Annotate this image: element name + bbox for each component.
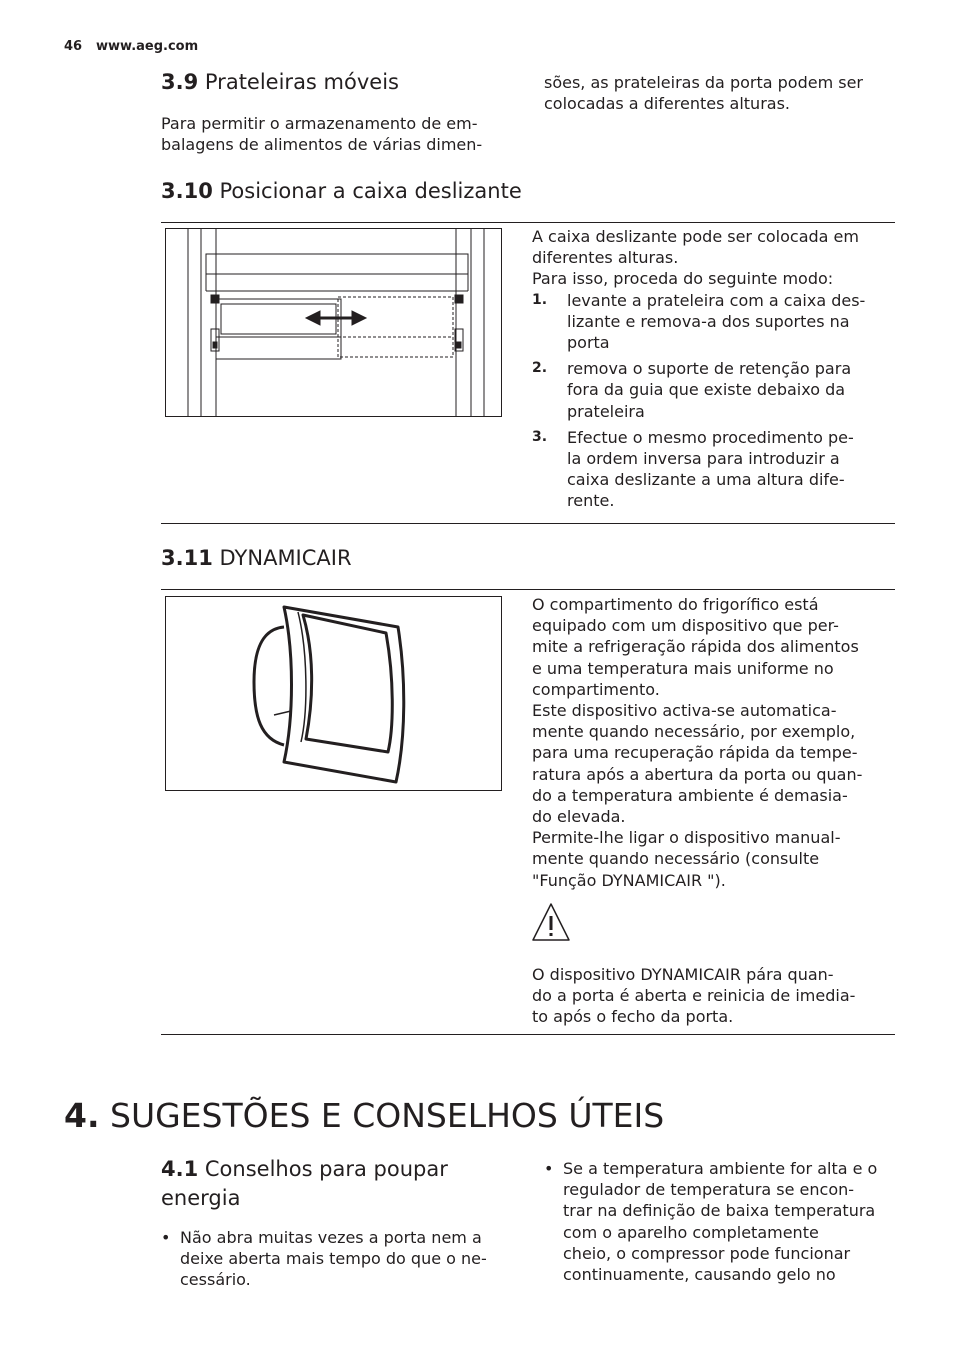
section-3-9-heading: [161, 70, 399, 94]
text-line: fora da guia que existe debaixo da: [567, 380, 846, 400]
section-3-11-heading: [161, 546, 352, 570]
text-line: do a temperatura ambiente é demasia-: [532, 785, 848, 805]
chapter-4-heading: [64, 1096, 664, 1135]
text-line: e uma temperatura mais uniforme no: [532, 658, 834, 678]
section-3-10-text: [532, 226, 894, 517]
text-line: diferentes alturas.: [532, 248, 679, 268]
sliding-box-drawing: [166, 229, 501, 416]
text-line: O dispositivo DYNAMICAIR pára quan-: [532, 965, 834, 984]
text-line: Efectue o mesmo procedimento pe-: [567, 427, 854, 447]
text-line: Este dispositivo activa-se automatica-: [532, 701, 837, 721]
list-item: [532, 358, 894, 422]
text-line: balagens de alimentos de várias dimen-: [161, 135, 483, 155]
section-3-9-title: Prateleiras móveis: [204, 70, 399, 94]
dynamicair-drawing: [166, 597, 501, 790]
text-line: remova o suporte de retenção para: [567, 359, 852, 379]
text-line: cessário.: [180, 1270, 251, 1290]
text-line: la ordem inversa para introduzir a: [567, 449, 840, 469]
text-line: rente.: [567, 491, 615, 511]
list-item: [161, 1227, 516, 1291]
bullet: •: [161, 1228, 171, 1247]
section-4-1-heading: [161, 1155, 521, 1213]
section-3-9-text-right: [544, 72, 904, 114]
section-3-9-number: 3.9: [161, 70, 199, 94]
text-line: regulador de temperatura se encon-: [563, 1180, 855, 1200]
steps-list: [532, 290, 894, 512]
text-line: Para permitir o armazenamento de em-: [161, 114, 478, 133]
text-line: "Função DYNAMICAIR ").: [532, 870, 726, 890]
text-line: equipado com um dispositivo que per-: [532, 616, 839, 636]
text-line: com o aparelho completamente: [563, 1222, 819, 1242]
section-4-1-title-line: energia: [161, 1186, 241, 1210]
divider: [161, 589, 895, 590]
tips-list-right: [544, 1158, 899, 1285]
list-item: [544, 1158, 899, 1285]
step-number: 1.: [532, 291, 548, 308]
text-line: lizante e remova-a dos suportes na: [567, 311, 850, 331]
divider: [161, 222, 895, 223]
section-3-9-text-left: [161, 113, 521, 155]
chapter-4-title: SUGESTÕES E CONSELHOS ÚTEIS: [110, 1096, 665, 1135]
text-line: deixe aberta mais tempo do que o ne-: [180, 1249, 487, 1269]
text-line: to após o fecho da porta.: [532, 1007, 734, 1027]
section-4-1-number: 4.1: [161, 1157, 199, 1181]
text-line: do elevada.: [532, 807, 626, 827]
tips-list-left: [161, 1227, 516, 1291]
website-link[interactable]: www.aeg.com: [96, 39, 199, 54]
page-number: 46: [64, 39, 83, 54]
text-line: sões, as prateleiras da porta podem ser: [544, 73, 864, 92]
text-line: Para isso, proceda do seguinte modo:: [532, 269, 834, 289]
divider: [161, 523, 895, 524]
list-item: [532, 427, 894, 512]
text-line: cheio, o compressor pode funcionar: [563, 1243, 851, 1263]
section-3-10-number: 3.10: [161, 179, 213, 203]
text-line: mente quando necessário (consulte: [532, 849, 820, 869]
step-number: 2.: [532, 360, 548, 377]
heading-line-1: [161, 1155, 521, 1184]
text-line: para uma recuperação rápida da tempe-: [532, 743, 858, 763]
step-number: 3.: [532, 428, 548, 445]
sliding-box-illustration: [165, 228, 502, 417]
text-line: porta: [567, 333, 610, 353]
text-line: O compartimento do frigorífico está: [532, 595, 819, 614]
warning-text: [532, 964, 894, 1028]
text-line: do a porta é aberta e reinicia de imedia-: [532, 986, 856, 1006]
text-line: mite a refrigeração rápida dos alimentos: [532, 637, 859, 657]
warning-triangle-icon: [531, 902, 571, 942]
text-line: compartimento.: [532, 679, 660, 699]
text-line: mente quando necessário, por exemplo,: [532, 722, 856, 742]
text-line: trar na definição de baixa temperatura: [563, 1201, 876, 1221]
list-item: [532, 290, 894, 354]
bullet: •: [544, 1159, 554, 1178]
text-line: continuamente, causando gelo no: [563, 1265, 836, 1285]
section-3-10-title: Posicionar a caixa deslizante: [219, 179, 522, 203]
section-3-11-number: 3.11: [161, 546, 213, 570]
text-line: Permite-lhe ligar o dispositivo manual-: [532, 828, 841, 848]
section-3-11-title: DYNAMICAIR: [219, 546, 352, 570]
text-line: colocadas a diferentes alturas.: [544, 94, 790, 114]
chapter-4-number: 4.: [64, 1096, 100, 1135]
text-line: Não abra muitas vezes a porta nem a: [180, 1228, 482, 1247]
text-line: ratura após a abertura da porta ou quan-: [532, 764, 863, 784]
text-line: A caixa deslizante pode ser colocada em: [532, 227, 859, 246]
text-line: levante a prateleira com a caixa des-: [567, 290, 866, 310]
section-3-11-text: [532, 594, 894, 891]
text-line: prateleira: [567, 401, 645, 421]
divider: [161, 1034, 895, 1035]
dynamicair-illustration: [165, 596, 502, 791]
section-4-1-title-line: Conselhos para poupar: [204, 1157, 448, 1181]
section-3-10-heading: [161, 179, 522, 203]
text-line: Se a temperatura ambiente for alta e o: [563, 1159, 878, 1178]
text-line: caixa deslizante a uma altura dife-: [567, 470, 845, 490]
